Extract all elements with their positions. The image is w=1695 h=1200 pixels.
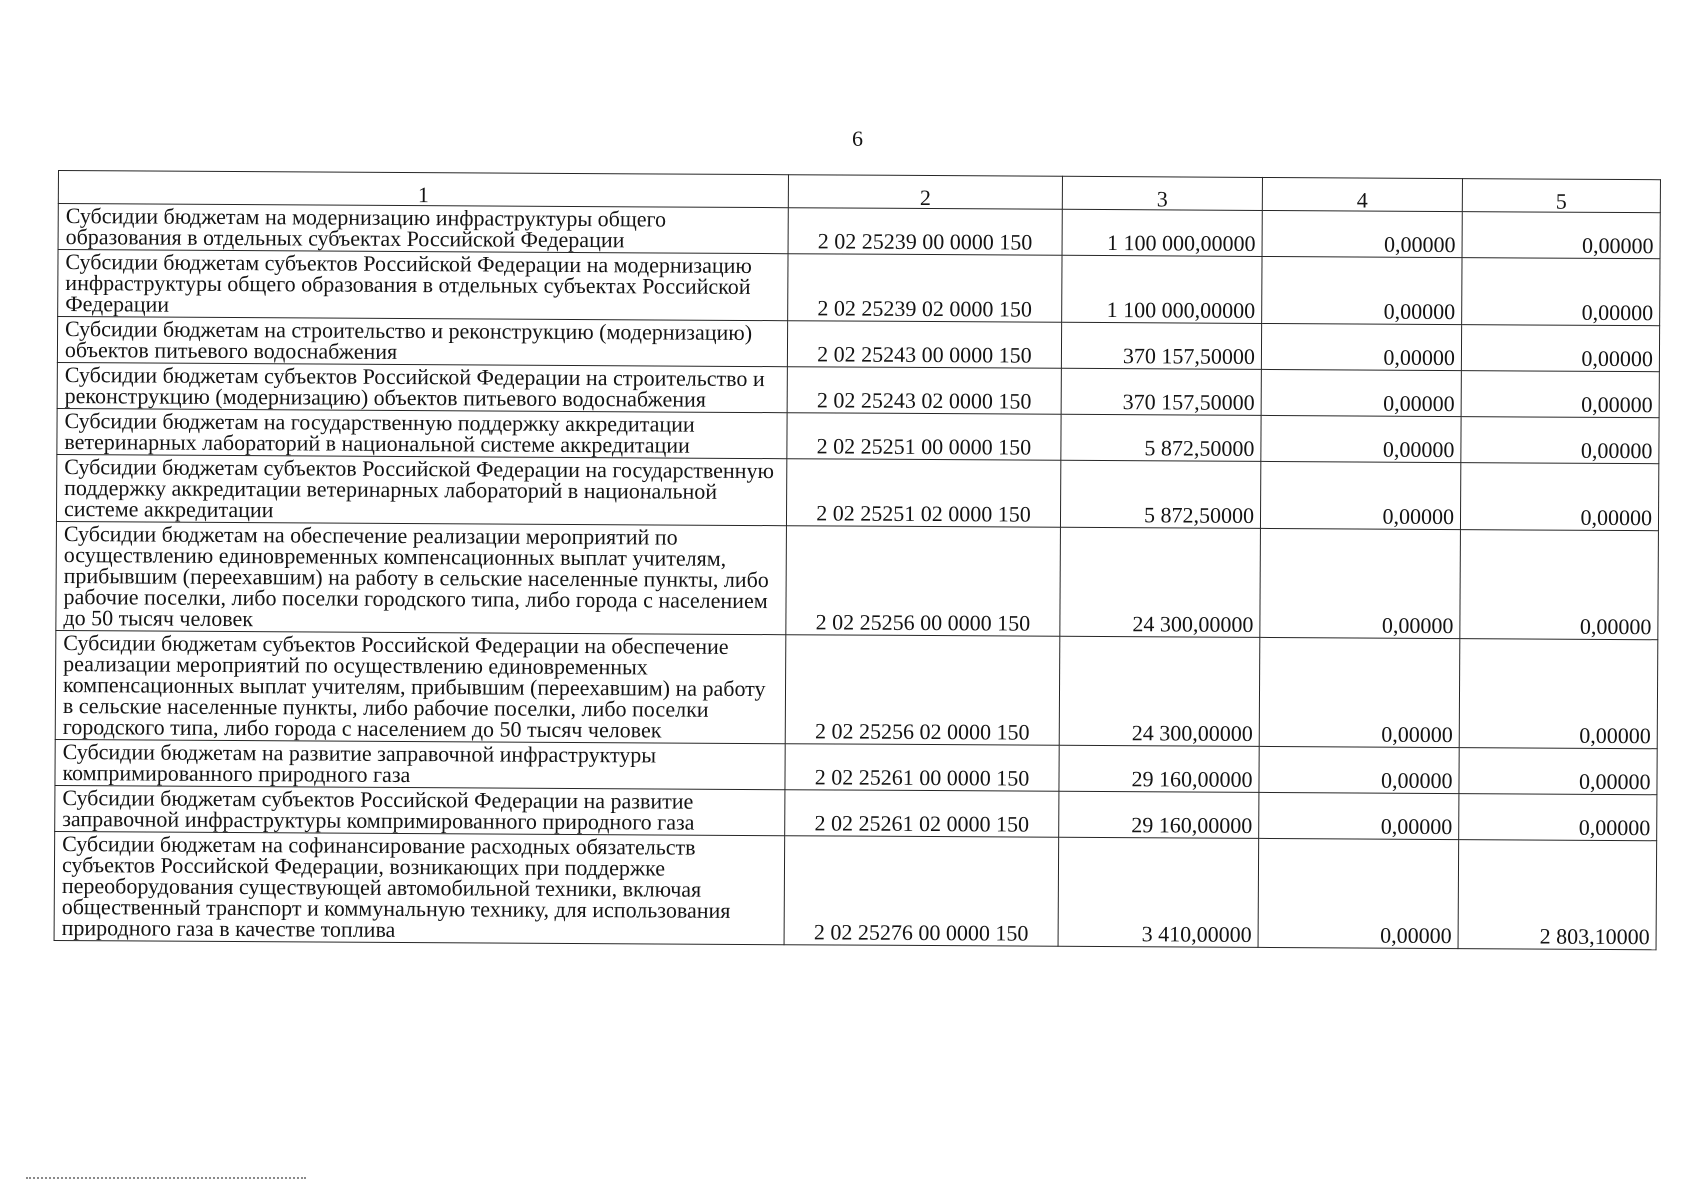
row-value-col5: 0,00000 bbox=[1460, 463, 1658, 531]
row-value-col4: 0,00000 bbox=[1262, 256, 1462, 324]
row-description: Субсидии бюджетам субъектов Российской Федерации на государственную поддержку аккредитации ветеринарных лабораторий в национальной системе аккредитации bbox=[56, 454, 786, 525]
row-value-col4: 0,00000 bbox=[1259, 637, 1460, 747]
row-value-col3: 5 872,50000 bbox=[1060, 460, 1260, 528]
row-value-col5: 0,00000 bbox=[1462, 212, 1660, 259]
column-header-1: 1 bbox=[58, 171, 788, 208]
row-value-col3: 3 410,00000 bbox=[1058, 837, 1259, 947]
table-row bbox=[56, 521, 1659, 639]
row-value-col3: 1 100 000,00000 bbox=[1062, 255, 1262, 323]
row-value-col5: 0,00000 bbox=[1459, 794, 1657, 841]
row-description: Субсидии бюджетам субъектов Российской Федерации на строительство и реконструкцию (модернизацию) объектов питьевого водоснабжения bbox=[57, 362, 787, 412]
row-value-col3: 1 100 000,00000 bbox=[1062, 209, 1262, 256]
footer-divider bbox=[26, 1177, 306, 1179]
row-code: 2 02 25251 00 0000 150 bbox=[787, 413, 1061, 461]
row-value-col3: 29 160,00000 bbox=[1059, 745, 1259, 792]
row-value-col3: 29 160,00000 bbox=[1059, 791, 1259, 838]
row-value-col3: 5 872,50000 bbox=[1061, 414, 1261, 461]
row-description: Субсидии бюджетам на модернизацию инфраструктуры общего образования в отдельных субъектах Российской Федерации bbox=[58, 204, 788, 254]
row-value-col5: 0,00000 bbox=[1461, 325, 1659, 372]
budget-table-container bbox=[54, 170, 1660, 950]
row-description: Субсидии бюджетам на развитие заправочной инфраструктуры компримированного природного газа bbox=[55, 739, 785, 789]
row-value-col5: 0,00000 bbox=[1461, 417, 1659, 464]
row-value-col4: 0,00000 bbox=[1258, 838, 1459, 948]
row-code: 2 02 25261 02 0000 150 bbox=[785, 790, 1059, 838]
row-value-col5: 0,00000 bbox=[1459, 639, 1658, 749]
row-value-col4: 0,00000 bbox=[1262, 210, 1462, 257]
budget-table bbox=[54, 170, 1661, 950]
row-description: Субсидии бюджетам на строительство и реконструкцию (модернизацию) объектов питьевого водоснабжения bbox=[57, 317, 787, 367]
table-row bbox=[55, 630, 1658, 748]
row-value-col4: 0,00000 bbox=[1260, 461, 1460, 529]
row-value-col4: 0,00000 bbox=[1259, 792, 1459, 839]
row-code: 2 02 25239 00 0000 150 bbox=[788, 208, 1062, 256]
row-code: 2 02 25239 02 0000 150 bbox=[788, 254, 1062, 323]
row-value-col3: 24 300,00000 bbox=[1060, 527, 1261, 637]
row-value-col4: 0,00000 bbox=[1261, 415, 1461, 462]
row-value-col5: 0,00000 bbox=[1460, 530, 1659, 640]
row-description: Субсидии бюджетам субъектов Российской Федерации на обеспечение реализации мероприятий по осуществлению единовременных компенсационных выплат учителям, прибывшим (переехавшим) на работу в сельские населенные пункты, либо рабочие поселки, либо поселки городского типа, либо города с населением до 50 тысяч человек bbox=[55, 630, 786, 743]
row-code: 2 02 25256 02 0000 150 bbox=[785, 635, 1060, 746]
table-body bbox=[54, 204, 1660, 950]
row-code: 2 02 25261 00 0000 150 bbox=[785, 744, 1059, 792]
row-description: Субсидии бюджетам на обеспечение реализации мероприятий по осуществлению единовременных компенсационных выплат учителям, прибывшим (переехавшим) на работу в сельские населенные пункты, либо рабочие поселки, либо поселки городского типа, либо города с населением до 50 тысяч человек bbox=[56, 521, 787, 634]
row-code: 2 02 25243 00 0000 150 bbox=[787, 321, 1061, 369]
row-code: 2 02 25256 00 0000 150 bbox=[786, 526, 1061, 637]
row-value-col5: 2 803,10000 bbox=[1458, 840, 1657, 950]
row-code: 2 02 25276 00 0000 150 bbox=[784, 836, 1059, 947]
column-header-2: 2 bbox=[788, 175, 1062, 210]
row-value-col3: 370 157,50000 bbox=[1061, 368, 1261, 415]
page-number: 6 bbox=[852, 126, 863, 151]
row-code: 2 02 25251 02 0000 150 bbox=[786, 459, 1060, 528]
row-value-col3: 370 157,50000 bbox=[1061, 322, 1261, 369]
row-description: Субсидии бюджетам на софинансирование расходных обязательств субъектов Российской Федерации, возникающих при поддержке переоборудования существующей автомобильной техники, включая общественный транспорт и коммунальную технику, для использования природного газа в качестве топлива bbox=[54, 831, 785, 944]
column-header-3: 3 bbox=[1062, 176, 1262, 210]
table-row bbox=[58, 250, 1660, 326]
row-value-col5: 0,00000 bbox=[1459, 748, 1657, 795]
row-value-col3: 24 300,00000 bbox=[1059, 636, 1260, 746]
table-row bbox=[54, 831, 1657, 949]
row-code: 2 02 25243 02 0000 150 bbox=[787, 367, 1061, 415]
row-value-col4: 0,00000 bbox=[1261, 323, 1461, 370]
row-value-col5: 0,00000 bbox=[1462, 258, 1660, 326]
column-header-5: 5 bbox=[1462, 179, 1660, 213]
row-description: Субсидии бюджетам субъектов Российской Федерации на модернизацию инфраструктуры общего образования в отдельных субъектах Российской Федерации bbox=[58, 250, 788, 321]
row-value-col4: 0,00000 bbox=[1260, 528, 1461, 638]
column-header-4: 4 bbox=[1262, 177, 1462, 211]
row-value-col4: 0,00000 bbox=[1261, 369, 1461, 416]
row-value-col4: 0,00000 bbox=[1259, 746, 1459, 793]
row-description: Субсидии бюджетам на государственную поддержку аккредитации ветеринарных лабораторий в национальной системе аккредитации bbox=[57, 408, 787, 458]
row-value-col5: 0,00000 bbox=[1461, 371, 1659, 418]
table-row bbox=[56, 454, 1658, 530]
row-description: Субсидии бюджетам субъектов Российской Федерации на развитие заправочной инфраструктуры компримированного природного газа bbox=[55, 785, 785, 835]
